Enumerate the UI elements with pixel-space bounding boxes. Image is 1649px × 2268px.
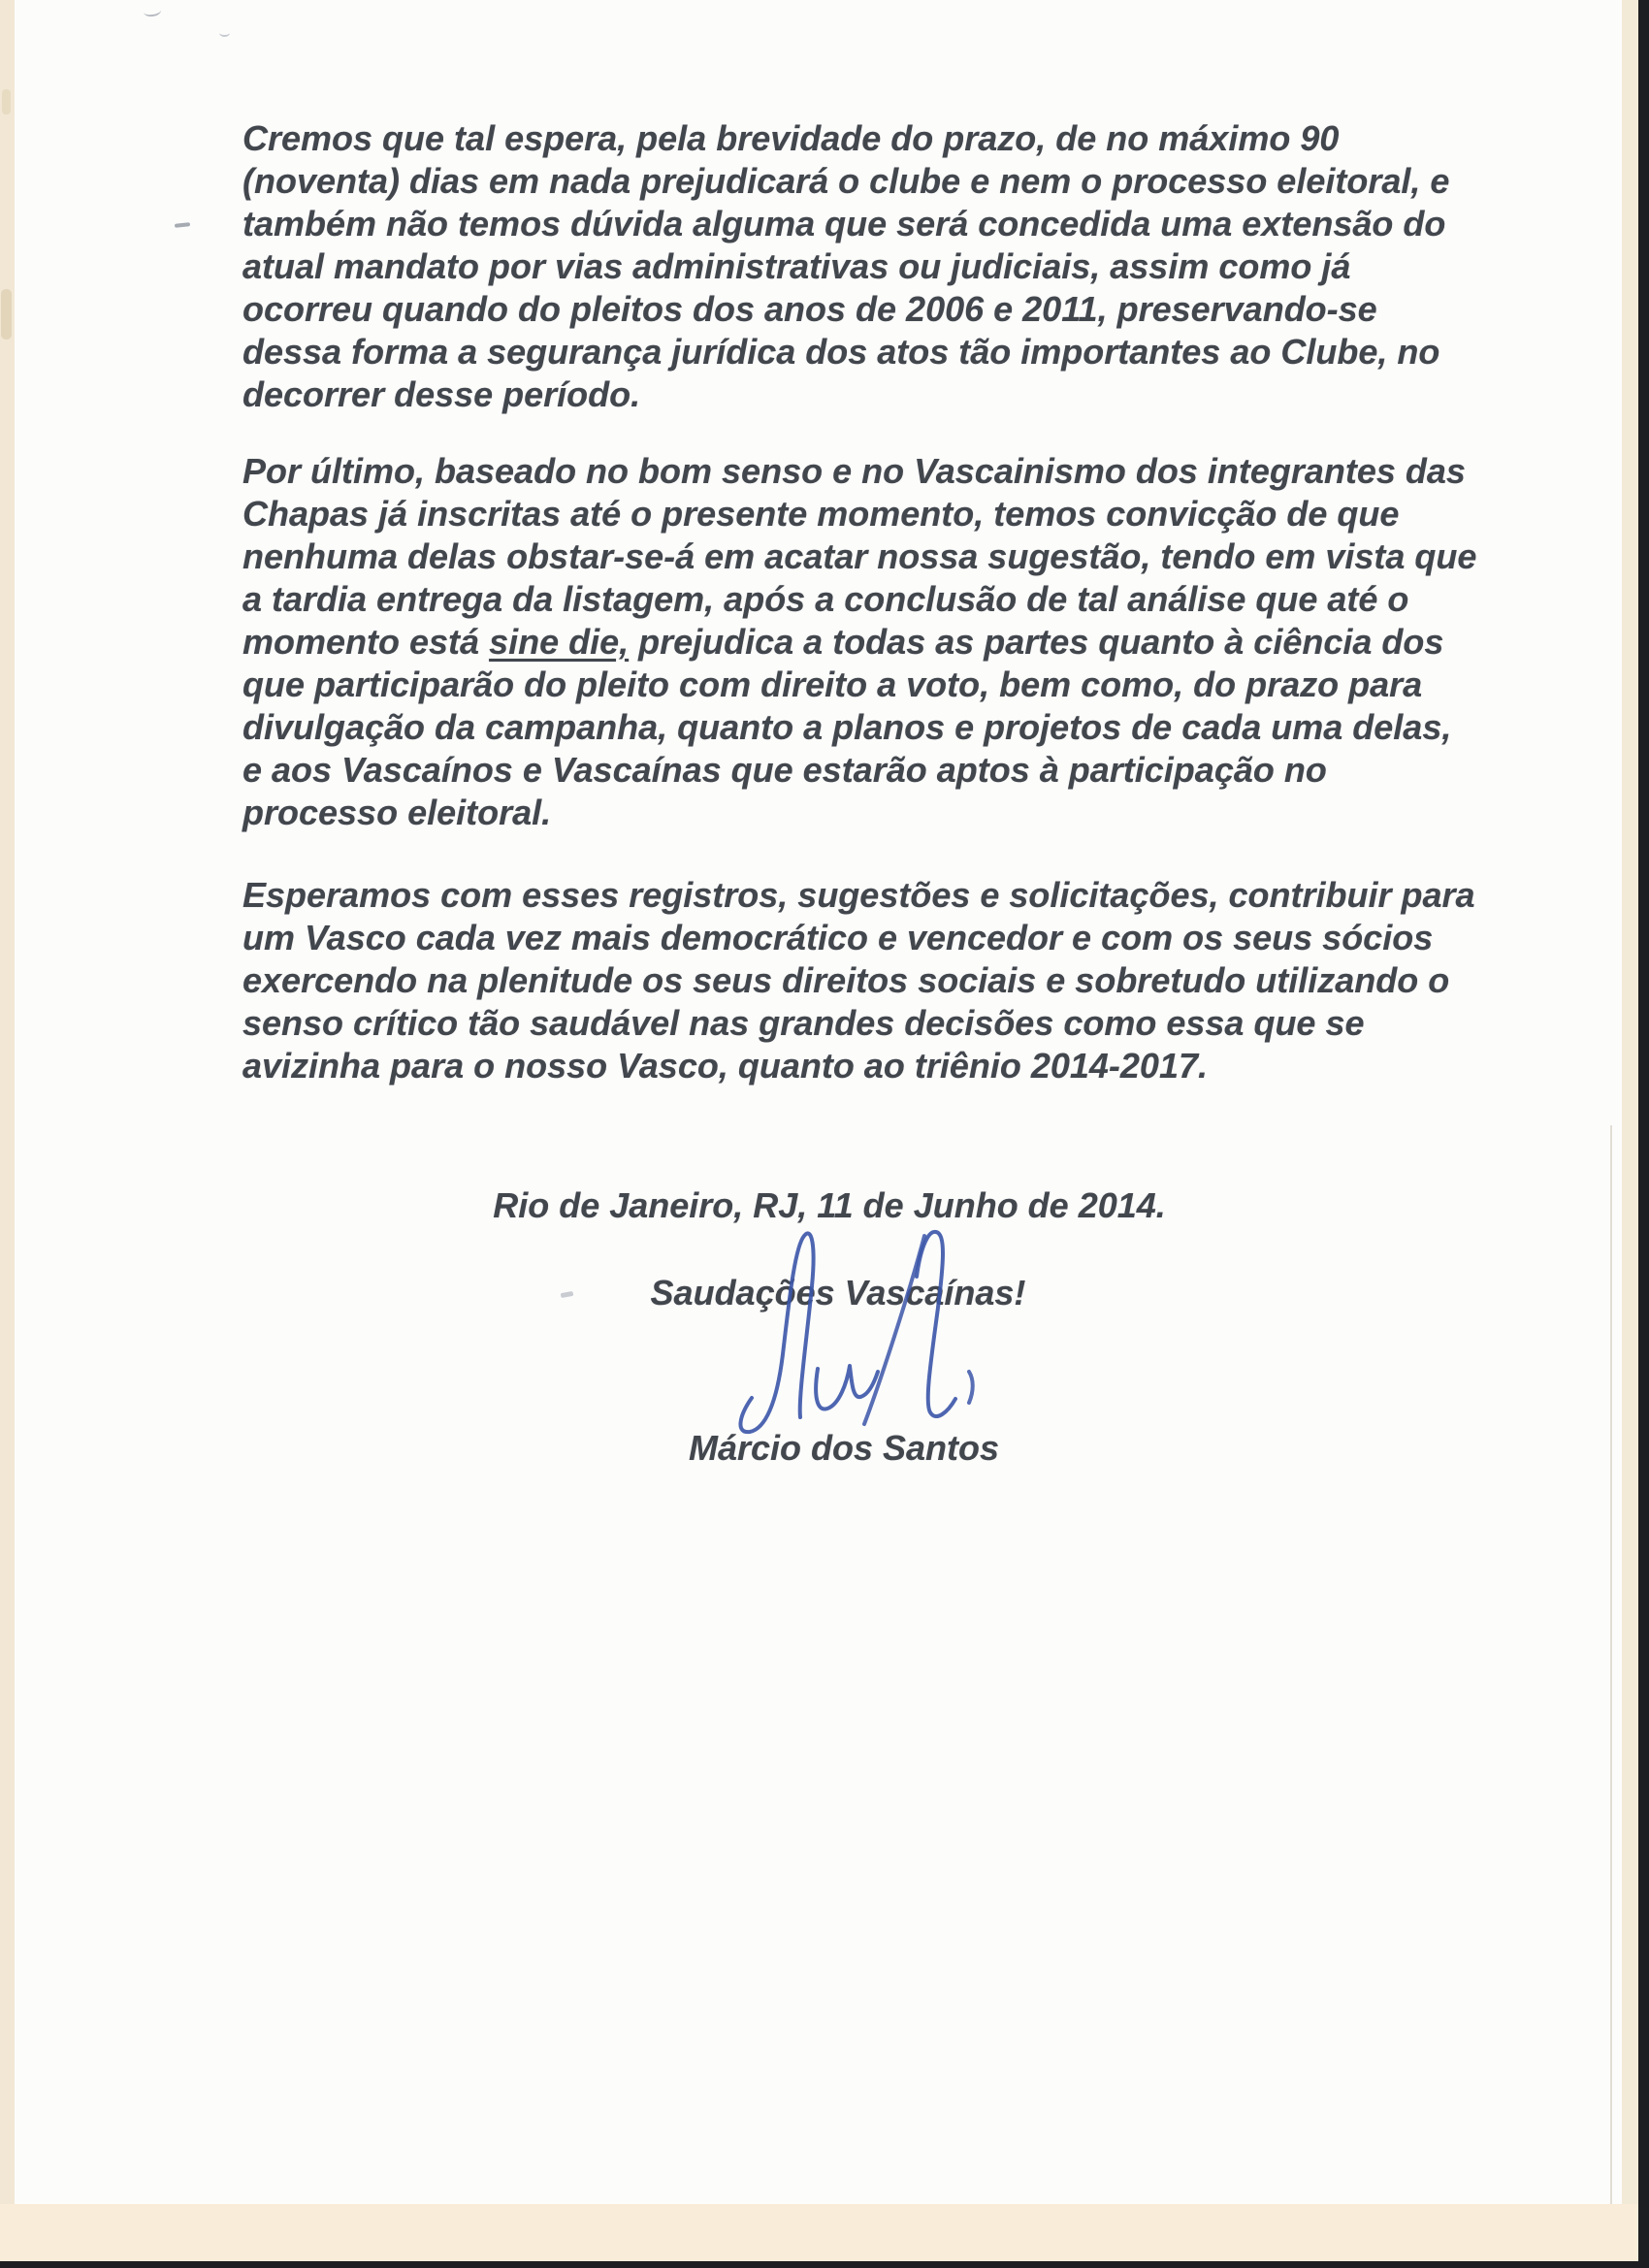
scan-edge-right-cream [1622, 0, 1638, 2268]
scan-artifact [1, 289, 12, 340]
paragraph-3 [242, 874, 1523, 1087]
text-line: Esperamos com esses registros, sugestões e solicitações, contribuir para [242, 875, 1475, 915]
text-line: Chapas já inscritas até o presente momento, temos convicção de que [242, 494, 1400, 534]
text-segment: momento está [242, 622, 490, 662]
text-line: um Vasco cada vez mais democrático e vencedor e com os seus sócios [242, 918, 1434, 957]
text-line: nenhuma delas obstar-se-á em acatar nossa sugestão, tendo em vista que [242, 536, 1477, 576]
handwritten-signature-ink [723, 1218, 999, 1446]
text-line: avizinha para o nosso Vasco, quanto ao triênio 2014-2017. [242, 1046, 1208, 1085]
paper-edge-shadow-line [1610, 1125, 1612, 2204]
text-line: atual mandato por vias administrativas ou judiciais, assim como já [242, 246, 1351, 286]
salutation: Saudações Vascaínas! [650, 1273, 1026, 1312]
paragraph-1 [242, 117, 1523, 416]
text-line [242, 621, 1523, 664]
text-line: Por último, baseado no bom senso e no Vascainismo dos integrantes das [242, 451, 1466, 491]
scan-edge-left [0, 0, 15, 2268]
scan-artifact [2, 89, 11, 114]
text-line: também não temos dúvida alguma que será concedida uma extensão do [242, 204, 1446, 243]
text-line: que participarão do pleito com direito a voto, bem como, do prazo para [242, 664, 1423, 704]
text-line: processo eleitoral. [242, 793, 552, 832]
text-line: a tardia entrega da listagem, após a conclusão de tal análise que até o [242, 579, 1409, 619]
text-line: ocorreu quando do pleitos dos anos de 2006 e 2011, preservando-se [242, 289, 1377, 329]
date-line: Rio de Janeiro, RJ, 11 de Junho de 2014. [493, 1185, 1166, 1225]
scan-artifact [143, 5, 161, 17]
signer-name: Márcio dos Santos [688, 1428, 1000, 1468]
scan-edge-bottom-black [0, 2261, 1649, 2268]
text-line: dessa forma a segurança jurídica dos atos tão importantes ao Clube, no [242, 332, 1440, 372]
text-line: decorrer desse período. [242, 374, 641, 414]
paragraph-2 [242, 450, 1523, 834]
scan-artifact [219, 29, 230, 37]
text-segment: prejudica a todas as partes quanto à ciência dos [629, 622, 1444, 662]
text-line: exercendo na plenitude os seus direitos sociais e sobretudo utilizando o [242, 960, 1450, 1000]
scan-artifact [175, 222, 190, 228]
text-line: e aos Vascaínos e Vascaínas que estarão aptos à participação no [242, 750, 1327, 790]
text-line: divulgação da campanha, quanto a planos e projetos de cada uma delas, [242, 707, 1452, 747]
underlined-latin-phrase: sine die, [489, 622, 630, 662]
scan-edge-right-black [1638, 0, 1649, 2268]
text-line: (noventa) dias em nada prejudicará o clube e nem o processo eleitoral, e [242, 161, 1450, 201]
scan-edge-bottom-cream [0, 2204, 1638, 2261]
text-line: Cremos que tal espera, pela brevidade do prazo, de no máximo 90 [242, 118, 1340, 158]
text-line: senso crítico tão saudável nas grandes decisões como essa que se [242, 1003, 1365, 1043]
